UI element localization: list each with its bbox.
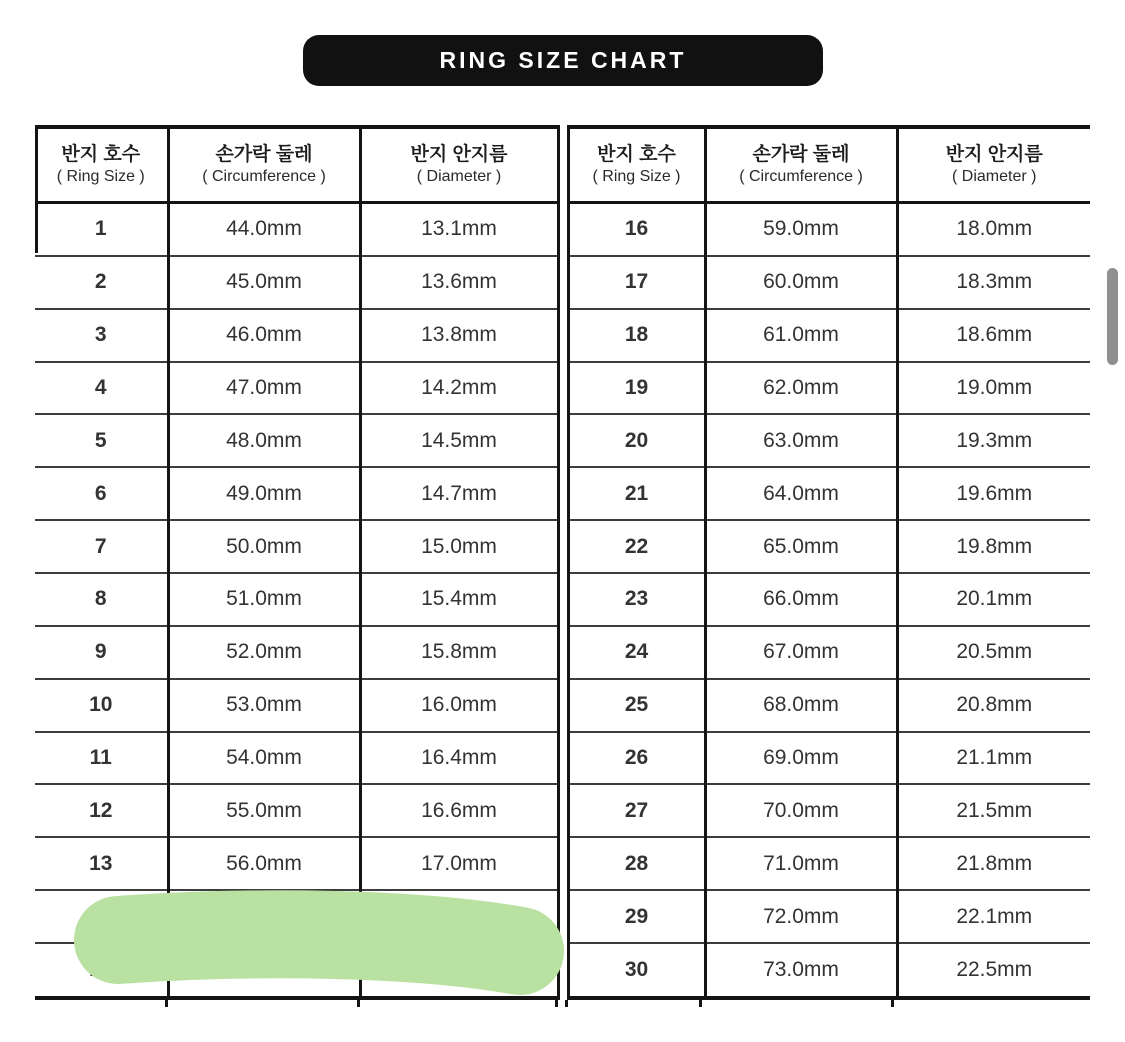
ring-size-cell: 16	[568, 202, 705, 256]
ring-size-cell: 24	[568, 626, 705, 679]
diameter-cell: 20.1mm	[897, 573, 1090, 626]
diameter-cell: 18.6mm	[897, 309, 1090, 362]
header-ring-size-ko: 반지 호수	[597, 143, 676, 165]
header-ring-size-ko: 반지 호수	[61, 143, 141, 165]
table-row	[568, 837, 1090, 890]
ring-size-cell: 25	[568, 679, 705, 732]
circumference-cell: 44.0mm	[168, 202, 360, 256]
header-diameter-en: ( Diameter )	[416, 167, 502, 185]
circumference-cell: 47.0mm	[168, 362, 360, 415]
circumference-cell: 70.0mm	[705, 784, 897, 837]
diameter-cell: 17.7mm	[360, 943, 558, 998]
circumference-cell: 63.0mm	[705, 414, 897, 467]
table-row	[35, 626, 558, 679]
ring-size-cell: 27	[568, 784, 705, 837]
circumference-cell: 49.0mm	[168, 467, 360, 520]
ring-size-cell: 26	[568, 732, 705, 785]
circumference-cell: 58.0mm	[168, 943, 360, 998]
ring-size-cell: 28	[568, 837, 705, 890]
table-row	[35, 943, 558, 998]
separator-tail	[699, 1000, 702, 1007]
circumference-cell: 69.0mm	[705, 732, 897, 785]
table-row	[568, 309, 1090, 362]
diameter-cell: 16.0mm	[360, 679, 558, 732]
ring-size-cell: 1	[35, 202, 168, 256]
table-row	[568, 256, 1090, 309]
ring-size-cell: 7	[35, 520, 168, 573]
table-row	[35, 467, 558, 520]
diameter-cell: 20.8mm	[897, 679, 1090, 732]
diameter-cell: 19.6mm	[897, 467, 1090, 520]
ring-size-cell: 3	[35, 309, 168, 362]
diameter-cell: 19.0mm	[897, 362, 1090, 415]
header-ring-size-en: ( Ring Size )	[56, 167, 145, 185]
header-diameter-en: ( Diameter )	[952, 167, 1037, 185]
table-row	[35, 414, 558, 467]
table-row	[568, 573, 1090, 626]
separator-tail	[165, 1000, 168, 1007]
circumference-cell: 55.0mm	[168, 784, 360, 837]
table-row	[568, 467, 1090, 520]
table-row	[568, 414, 1090, 467]
circumference-cell: 59.0mm	[705, 202, 897, 256]
diameter-cell: 14.2mm	[360, 362, 558, 415]
header-circumference-ko: 손가락 둘레	[215, 143, 313, 165]
circumference-cell: 71.0mm	[705, 837, 897, 890]
separator-tail	[357, 1000, 360, 1007]
table-row	[35, 679, 558, 732]
scrollbar-thumb[interactable]	[1107, 268, 1118, 365]
ring-size-cell: 15	[35, 943, 168, 998]
ring-size-cell: 22	[568, 520, 705, 573]
table-row	[35, 256, 558, 309]
header-ring-size	[568, 127, 705, 202]
ring-size-cell: 17	[568, 256, 705, 309]
circumference-cell: 56.0mm	[168, 837, 360, 890]
diameter-cell: 22.1mm	[897, 890, 1090, 943]
diameter-cell: 13.8mm	[360, 309, 558, 362]
diameter-cell: 21.8mm	[897, 837, 1090, 890]
ring-size-table-right	[567, 125, 1091, 1000]
circumference-cell: 46.0mm	[168, 309, 360, 362]
table-row	[568, 362, 1090, 415]
circumference-cell: 62.0mm	[705, 362, 897, 415]
table-row	[568, 520, 1090, 573]
separator-tail	[565, 1000, 568, 1007]
header-ring-size	[35, 127, 168, 202]
diameter-cell: 13.1mm	[360, 202, 558, 256]
diameter-cell: 16.4mm	[360, 732, 558, 785]
diameter-cell: 18.3mm	[897, 256, 1090, 309]
diameter-cell: 15.4mm	[360, 573, 558, 626]
table-left-border-tick	[35, 125, 38, 253]
left-table-body	[35, 202, 558, 998]
ring-size-cell: 21	[568, 467, 705, 520]
ring-size-cell: 18	[568, 309, 705, 362]
header-row	[35, 127, 558, 202]
circumference-cell: 67.0mm	[705, 626, 897, 679]
ring-size-cell: 30	[568, 943, 705, 998]
diameter-cell: 14.7mm	[360, 467, 558, 520]
ring-size-cell: 19	[568, 362, 705, 415]
ring-size-cell: 6	[35, 467, 168, 520]
ring-size-cell: 8	[35, 573, 168, 626]
header-diameter	[360, 127, 558, 202]
table-row	[35, 309, 558, 362]
diameter-cell: 19.8mm	[897, 520, 1090, 573]
page-title	[303, 35, 823, 86]
diameter-cell: 18.0mm	[897, 202, 1090, 256]
circumference-cell: 60.0mm	[705, 256, 897, 309]
circumference-cell: 45.0mm	[168, 256, 360, 309]
circumference-cell: 54.0mm	[168, 732, 360, 785]
ring-size-cell: 9	[35, 626, 168, 679]
ring-size-table-left	[35, 125, 560, 1000]
table-row	[568, 784, 1090, 837]
table-row	[568, 202, 1090, 256]
table-row	[35, 202, 558, 256]
header-circumference	[705, 127, 897, 202]
ring-size-cell: 13	[35, 837, 168, 890]
header-circumference	[168, 127, 360, 202]
circumference-cell: 50.0mm	[168, 520, 360, 573]
header-diameter-ko: 반지 안지름	[410, 143, 508, 165]
circumference-cell: 68.0mm	[705, 679, 897, 732]
table-row	[35, 362, 558, 415]
ring-size-cell: 10	[35, 679, 168, 732]
diameter-cell: 16.6mm	[360, 784, 558, 837]
page-title-label: RING SIZE CHART	[439, 47, 687, 73]
table-row	[35, 520, 558, 573]
table-row	[568, 732, 1090, 785]
diameter-cell: 17.2mm	[360, 890, 558, 943]
circumference-cell: 52.0mm	[168, 626, 360, 679]
header-diameter	[897, 127, 1090, 202]
header-circumference-en: ( Circumference )	[739, 167, 863, 185]
circumference-cell: 66.0mm	[705, 573, 897, 626]
table-row	[35, 732, 558, 785]
table-row	[35, 890, 558, 943]
header-diameter-ko: 반지 안지름	[945, 143, 1043, 165]
diameter-cell: 21.5mm	[897, 784, 1090, 837]
header-row	[568, 127, 1090, 202]
diameter-cell: 13.6mm	[360, 256, 558, 309]
circumference-cell: 64.0mm	[705, 467, 897, 520]
table-row	[568, 943, 1090, 998]
circumference-cell: 57.0mm	[168, 890, 360, 943]
table-row	[35, 837, 558, 890]
diameter-cell: 17.0mm	[360, 837, 558, 890]
circumference-cell: 61.0mm	[705, 309, 897, 362]
circumference-cell: 73.0mm	[705, 943, 897, 998]
ring-size-tables	[35, 125, 1090, 1000]
header-circumference-ko: 손가락 둘레	[752, 143, 850, 165]
ring-size-cell: 4	[35, 362, 168, 415]
ring-size-cell: 14	[35, 890, 168, 943]
ring-size-cell: 29	[568, 890, 705, 943]
ring-size-cell: 20	[568, 414, 705, 467]
separator-tail	[891, 1000, 894, 1007]
diameter-cell: 15.0mm	[360, 520, 558, 573]
ring-size-cell: 11	[35, 732, 168, 785]
circumference-cell: 53.0mm	[168, 679, 360, 732]
header-circumference-en: ( Circumference )	[202, 167, 326, 185]
diameter-cell: 15.8mm	[360, 626, 558, 679]
right-table-body	[568, 202, 1090, 998]
table-row	[568, 679, 1090, 732]
diameter-cell: 20.5mm	[897, 626, 1090, 679]
circumference-cell: 65.0mm	[705, 520, 897, 573]
diameter-cell: 22.5mm	[897, 943, 1090, 998]
ring-size-cell: 23	[568, 573, 705, 626]
circumference-cell: 72.0mm	[705, 890, 897, 943]
table-row	[568, 890, 1090, 943]
header-ring-size-en: ( Ring Size )	[592, 167, 681, 185]
ring-size-cell: 2	[35, 256, 168, 309]
table-row	[35, 573, 558, 626]
ring-size-cell: 12	[35, 784, 168, 837]
table-row	[568, 626, 1090, 679]
circumference-cell: 48.0mm	[168, 414, 360, 467]
circumference-cell: 51.0mm	[168, 573, 360, 626]
table-row	[35, 784, 558, 837]
diameter-cell: 14.5mm	[360, 414, 558, 467]
diameter-cell: 19.3mm	[897, 414, 1090, 467]
ring-size-cell: 5	[35, 414, 168, 467]
separator-tail	[555, 1000, 558, 1007]
diameter-cell: 21.1mm	[897, 732, 1090, 785]
